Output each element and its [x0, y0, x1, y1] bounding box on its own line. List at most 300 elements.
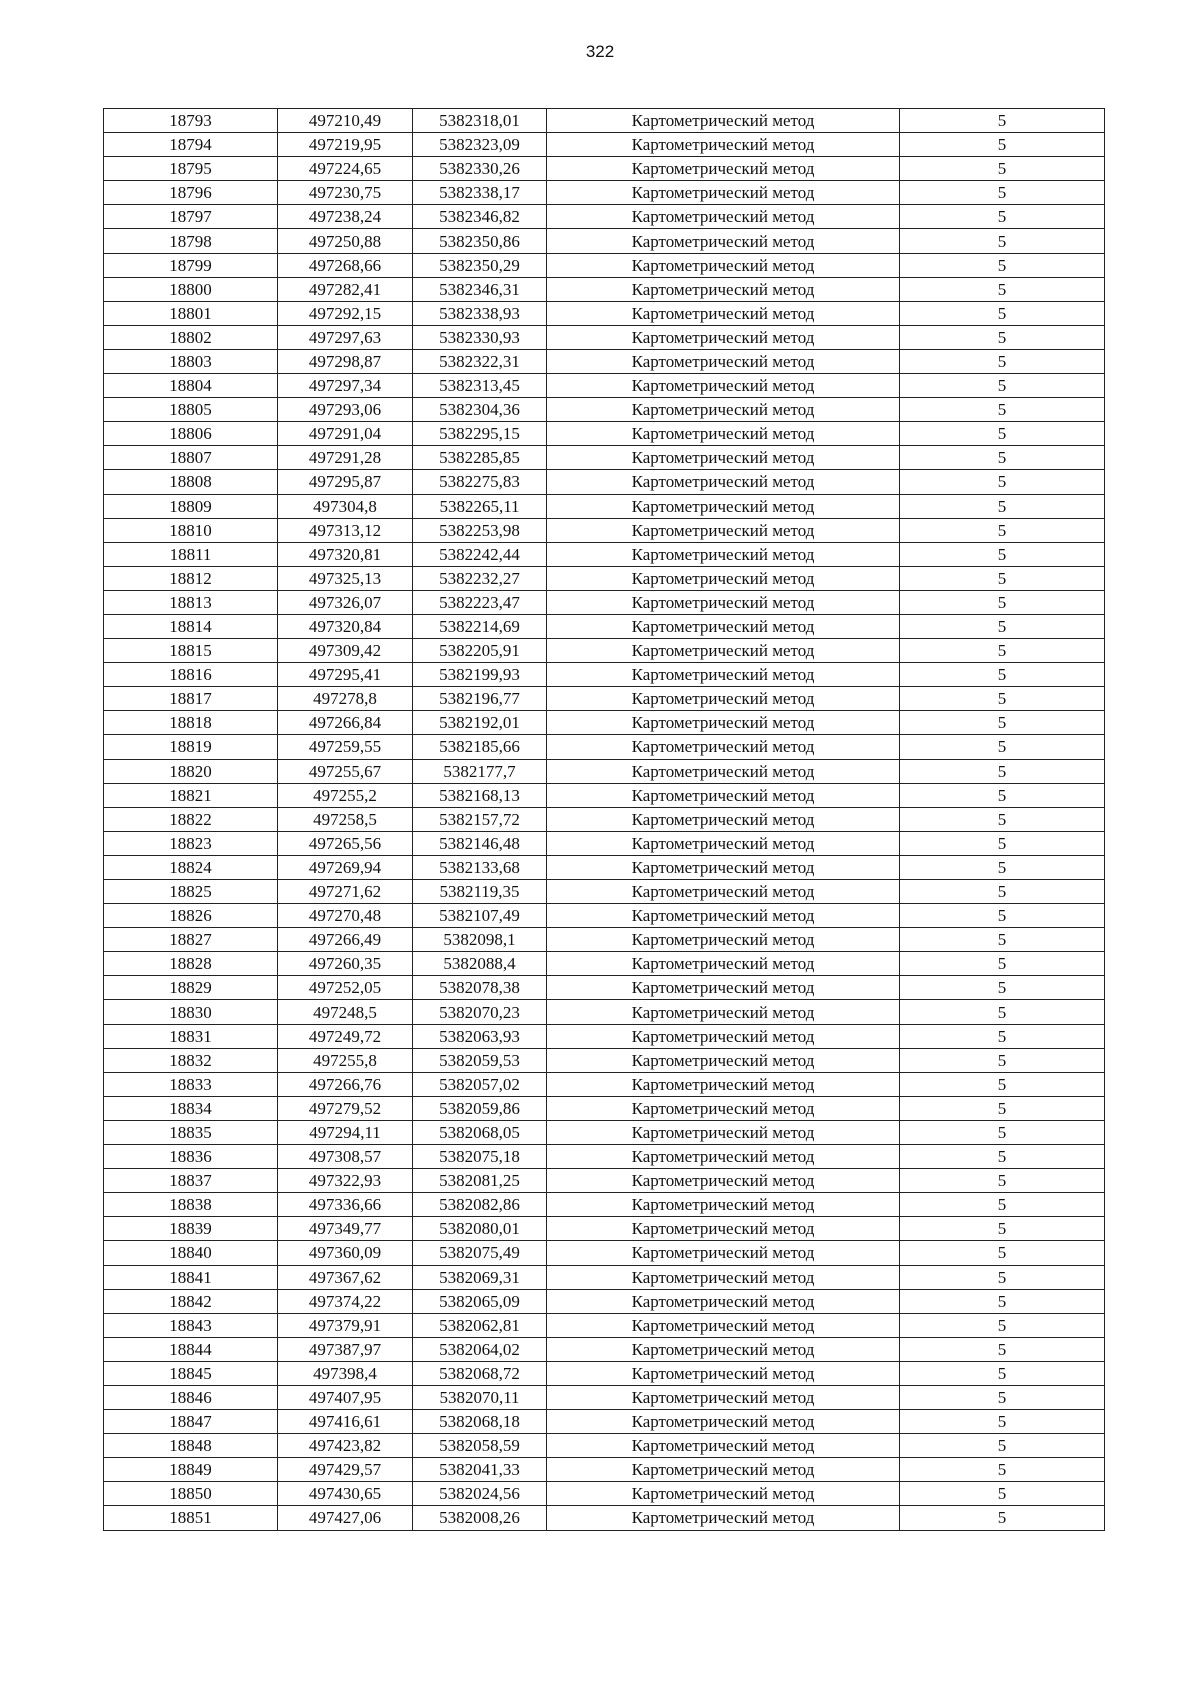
- y-coordinate-cell: 5382242,44: [413, 542, 547, 566]
- point-number-cell: 18843: [104, 1313, 278, 1337]
- y-coordinate-cell: 5382064,02: [413, 1337, 547, 1361]
- point-number-cell: 18826: [104, 904, 278, 928]
- accuracy-cell: 5: [900, 1458, 1105, 1482]
- point-number-cell: 18837: [104, 1169, 278, 1193]
- table-row: [104, 614, 1105, 638]
- point-number-cell: 18829: [104, 976, 278, 1000]
- method-cell: Картометрический метод: [547, 759, 900, 783]
- y-coordinate-cell: 5382338,17: [413, 181, 547, 205]
- accuracy-cell: 5: [900, 1048, 1105, 1072]
- y-coordinate-cell: 5382295,15: [413, 422, 547, 446]
- method-cell: Картометрический метод: [547, 374, 900, 398]
- accuracy-cell: 5: [900, 205, 1105, 229]
- accuracy-cell: 5: [900, 855, 1105, 879]
- point-number-cell: 18804: [104, 374, 278, 398]
- accuracy-cell: 5: [900, 1169, 1105, 1193]
- table-row: [104, 1289, 1105, 1313]
- point-number-cell: 18833: [104, 1072, 278, 1096]
- y-coordinate-cell: 5382205,91: [413, 639, 547, 663]
- table-row: [104, 711, 1105, 735]
- x-coordinate-cell: 497266,84: [278, 711, 413, 735]
- x-coordinate-cell: 497255,8: [278, 1048, 413, 1072]
- table-row: [104, 1434, 1105, 1458]
- accuracy-cell: 5: [900, 1434, 1105, 1458]
- table-row: [104, 109, 1105, 133]
- x-coordinate-cell: 497271,62: [278, 880, 413, 904]
- y-coordinate-cell: 5382199,93: [413, 663, 547, 687]
- y-coordinate-cell: 5382098,1: [413, 928, 547, 952]
- method-cell: Картометрический метод: [547, 398, 900, 422]
- method-cell: Картометрический метод: [547, 301, 900, 325]
- accuracy-cell: 5: [900, 590, 1105, 614]
- table-row: [104, 277, 1105, 301]
- method-cell: Картометрический метод: [547, 1241, 900, 1265]
- x-coordinate-cell: 497416,61: [278, 1410, 413, 1434]
- x-coordinate-cell: 497387,97: [278, 1337, 413, 1361]
- x-coordinate-cell: 497427,06: [278, 1506, 413, 1530]
- y-coordinate-cell: 5382075,18: [413, 1145, 547, 1169]
- x-coordinate-cell: 497252,05: [278, 976, 413, 1000]
- point-number-cell: 18794: [104, 133, 278, 157]
- y-coordinate-cell: 5382350,86: [413, 229, 547, 253]
- y-coordinate-cell: 5382177,7: [413, 759, 547, 783]
- method-cell: Картометрический метод: [547, 1048, 900, 1072]
- x-coordinate-cell: 497266,49: [278, 928, 413, 952]
- point-number-cell: 18841: [104, 1265, 278, 1289]
- table-row: [104, 1193, 1105, 1217]
- method-cell: Картометрический метод: [547, 1169, 900, 1193]
- method-cell: Картометрический метод: [547, 470, 900, 494]
- x-coordinate-cell: 497336,66: [278, 1193, 413, 1217]
- method-cell: Картометрический метод: [547, 590, 900, 614]
- accuracy-cell: 5: [900, 133, 1105, 157]
- table-row: [104, 663, 1105, 687]
- method-cell: Картометрический метод: [547, 205, 900, 229]
- method-cell: Картометрический метод: [547, 277, 900, 301]
- accuracy-cell: 5: [900, 759, 1105, 783]
- point-number-cell: 18827: [104, 928, 278, 952]
- y-coordinate-cell: 5382081,25: [413, 1169, 547, 1193]
- method-cell: Картометрический метод: [547, 542, 900, 566]
- point-number-cell: 18831: [104, 1024, 278, 1048]
- method-cell: Картометрический метод: [547, 253, 900, 277]
- method-cell: Картометрический метод: [547, 1410, 900, 1434]
- method-cell: Картометрический метод: [547, 1482, 900, 1506]
- method-cell: Картометрический метод: [547, 880, 900, 904]
- table-row: [104, 1265, 1105, 1289]
- accuracy-cell: 5: [900, 735, 1105, 759]
- coordinates-table: [103, 108, 1105, 1531]
- y-coordinate-cell: 5382232,27: [413, 566, 547, 590]
- table-row: [104, 446, 1105, 470]
- table-row: [104, 687, 1105, 711]
- point-number-cell: 18819: [104, 735, 278, 759]
- x-coordinate-cell: 497294,11: [278, 1120, 413, 1144]
- method-cell: Картометрический метод: [547, 904, 900, 928]
- y-coordinate-cell: 5382168,13: [413, 783, 547, 807]
- x-coordinate-cell: 497269,94: [278, 855, 413, 879]
- y-coordinate-cell: 5382068,18: [413, 1410, 547, 1434]
- y-coordinate-cell: 5382318,01: [413, 109, 547, 133]
- accuracy-cell: 5: [900, 1313, 1105, 1337]
- point-number-cell: 18796: [104, 181, 278, 205]
- accuracy-cell: 5: [900, 1072, 1105, 1096]
- x-coordinate-cell: 497260,35: [278, 952, 413, 976]
- x-coordinate-cell: 497279,52: [278, 1096, 413, 1120]
- point-number-cell: 18809: [104, 494, 278, 518]
- y-coordinate-cell: 5382214,69: [413, 614, 547, 638]
- table-row: [104, 1000, 1105, 1024]
- table-row: [104, 1169, 1105, 1193]
- point-number-cell: 18836: [104, 1145, 278, 1169]
- method-cell: Картометрический метод: [547, 1313, 900, 1337]
- point-number-cell: 18810: [104, 518, 278, 542]
- table-row: [104, 1482, 1105, 1506]
- x-coordinate-cell: 497270,48: [278, 904, 413, 928]
- table-row: [104, 1410, 1105, 1434]
- y-coordinate-cell: 5382059,86: [413, 1096, 547, 1120]
- point-number-cell: 18812: [104, 566, 278, 590]
- accuracy-cell: 5: [900, 904, 1105, 928]
- accuracy-cell: 5: [900, 783, 1105, 807]
- y-coordinate-cell: 5382157,72: [413, 807, 547, 831]
- point-number-cell: 18815: [104, 639, 278, 663]
- table-row: [104, 1385, 1105, 1409]
- point-number-cell: 18800: [104, 277, 278, 301]
- accuracy-cell: 5: [900, 687, 1105, 711]
- point-number-cell: 18847: [104, 1410, 278, 1434]
- table-row: [104, 952, 1105, 976]
- x-coordinate-cell: 497429,57: [278, 1458, 413, 1482]
- table-row: [104, 783, 1105, 807]
- accuracy-cell: 5: [900, 1193, 1105, 1217]
- point-number-cell: 18820: [104, 759, 278, 783]
- accuracy-cell: 5: [900, 398, 1105, 422]
- method-cell: Картометрический метод: [547, 1145, 900, 1169]
- point-number-cell: 18805: [104, 398, 278, 422]
- x-coordinate-cell: 497320,84: [278, 614, 413, 638]
- method-cell: Картометрический метод: [547, 1289, 900, 1313]
- accuracy-cell: 5: [900, 542, 1105, 566]
- table-row: [104, 1337, 1105, 1361]
- y-coordinate-cell: 5382107,49: [413, 904, 547, 928]
- point-number-cell: 18828: [104, 952, 278, 976]
- x-coordinate-cell: 497230,75: [278, 181, 413, 205]
- x-coordinate-cell: 497266,76: [278, 1072, 413, 1096]
- method-cell: Картометрический метод: [547, 783, 900, 807]
- x-coordinate-cell: 497250,88: [278, 229, 413, 253]
- accuracy-cell: 5: [900, 1120, 1105, 1144]
- method-cell: Картометрический метод: [547, 976, 900, 1000]
- accuracy-cell: 5: [900, 1337, 1105, 1361]
- y-coordinate-cell: 5382041,33: [413, 1458, 547, 1482]
- method-cell: Картометрический метод: [547, 1385, 900, 1409]
- y-coordinate-cell: 5382285,85: [413, 446, 547, 470]
- method-cell: Картометрический метод: [547, 1217, 900, 1241]
- accuracy-cell: 5: [900, 614, 1105, 638]
- x-coordinate-cell: 497407,95: [278, 1385, 413, 1409]
- accuracy-cell: 5: [900, 1289, 1105, 1313]
- accuracy-cell: 5: [900, 831, 1105, 855]
- y-coordinate-cell: 5382253,98: [413, 518, 547, 542]
- accuracy-cell: 5: [900, 494, 1105, 518]
- coordinates-table-body: [104, 109, 1105, 1531]
- y-coordinate-cell: 5382346,31: [413, 277, 547, 301]
- method-cell: Картометрический метод: [547, 157, 900, 181]
- x-coordinate-cell: 497374,22: [278, 1289, 413, 1313]
- y-coordinate-cell: 5382068,72: [413, 1361, 547, 1385]
- x-coordinate-cell: 497298,87: [278, 349, 413, 373]
- x-coordinate-cell: 497309,42: [278, 639, 413, 663]
- method-cell: Картометрический метод: [547, 1337, 900, 1361]
- accuracy-cell: 5: [900, 976, 1105, 1000]
- accuracy-cell: 5: [900, 1265, 1105, 1289]
- table-row: [104, 398, 1105, 422]
- point-number-cell: 18825: [104, 880, 278, 904]
- x-coordinate-cell: 497320,81: [278, 542, 413, 566]
- table-row: [104, 325, 1105, 349]
- table-row: [104, 253, 1105, 277]
- table-row: [104, 880, 1105, 904]
- y-coordinate-cell: 5382082,86: [413, 1193, 547, 1217]
- point-number-cell: 18814: [104, 614, 278, 638]
- x-coordinate-cell: 497291,28: [278, 446, 413, 470]
- point-number-cell: 18844: [104, 1337, 278, 1361]
- point-number-cell: 18822: [104, 807, 278, 831]
- method-cell: Картометрический метод: [547, 831, 900, 855]
- accuracy-cell: 5: [900, 518, 1105, 542]
- y-coordinate-cell: 5382058,59: [413, 1434, 547, 1458]
- point-number-cell: 18824: [104, 855, 278, 879]
- point-number-cell: 18835: [104, 1120, 278, 1144]
- table-row: [104, 1217, 1105, 1241]
- method-cell: Картометрический метод: [547, 1506, 900, 1530]
- accuracy-cell: 5: [900, 277, 1105, 301]
- y-coordinate-cell: 5382313,45: [413, 374, 547, 398]
- accuracy-cell: 5: [900, 1385, 1105, 1409]
- table-row: [104, 928, 1105, 952]
- x-coordinate-cell: 497297,34: [278, 374, 413, 398]
- y-coordinate-cell: 5382223,47: [413, 590, 547, 614]
- y-coordinate-cell: 5382069,31: [413, 1265, 547, 1289]
- table-row: [104, 855, 1105, 879]
- accuracy-cell: 5: [900, 711, 1105, 735]
- point-number-cell: 18813: [104, 590, 278, 614]
- x-coordinate-cell: 497238,24: [278, 205, 413, 229]
- method-cell: Картометрический метод: [547, 1193, 900, 1217]
- table-row: [104, 1048, 1105, 1072]
- method-cell: Картометрический метод: [547, 855, 900, 879]
- point-number-cell: 18839: [104, 1217, 278, 1241]
- method-cell: Картометрический метод: [547, 518, 900, 542]
- y-coordinate-cell: 5382338,93: [413, 301, 547, 325]
- y-coordinate-cell: 5382265,11: [413, 494, 547, 518]
- method-cell: Картометрический метод: [547, 325, 900, 349]
- table-row: [104, 494, 1105, 518]
- point-number-cell: 18832: [104, 1048, 278, 1072]
- accuracy-cell: 5: [900, 253, 1105, 277]
- y-coordinate-cell: 5382185,66: [413, 735, 547, 759]
- accuracy-cell: 5: [900, 639, 1105, 663]
- x-coordinate-cell: 497255,67: [278, 759, 413, 783]
- y-coordinate-cell: 5382068,05: [413, 1120, 547, 1144]
- point-number-cell: 18793: [104, 109, 278, 133]
- method-cell: Картометрический метод: [547, 1361, 900, 1385]
- point-number-cell: 18803: [104, 349, 278, 373]
- point-number-cell: 18823: [104, 831, 278, 855]
- method-cell: Картометрический метод: [547, 181, 900, 205]
- x-coordinate-cell: 497304,8: [278, 494, 413, 518]
- accuracy-cell: 5: [900, 1482, 1105, 1506]
- method-cell: Картометрический метод: [547, 1434, 900, 1458]
- accuracy-cell: 5: [900, 374, 1105, 398]
- method-cell: Картометрический метод: [547, 807, 900, 831]
- point-number-cell: 18818: [104, 711, 278, 735]
- accuracy-cell: 5: [900, 325, 1105, 349]
- table-row: [104, 807, 1105, 831]
- point-number-cell: 18801: [104, 301, 278, 325]
- accuracy-cell: 5: [900, 181, 1105, 205]
- point-number-cell: 18849: [104, 1458, 278, 1482]
- x-coordinate-cell: 497292,15: [278, 301, 413, 325]
- method-cell: Картометрический метод: [547, 229, 900, 253]
- method-cell: Картометрический метод: [547, 1000, 900, 1024]
- y-coordinate-cell: 5382330,93: [413, 325, 547, 349]
- point-number-cell: 18830: [104, 1000, 278, 1024]
- y-coordinate-cell: 5382059,53: [413, 1048, 547, 1072]
- method-cell: Картометрический метод: [547, 494, 900, 518]
- x-coordinate-cell: 497278,8: [278, 687, 413, 711]
- point-number-cell: 18802: [104, 325, 278, 349]
- point-number-cell: 18848: [104, 1434, 278, 1458]
- table-row: [104, 1458, 1105, 1482]
- x-coordinate-cell: 497308,57: [278, 1145, 413, 1169]
- y-coordinate-cell: 5382304,36: [413, 398, 547, 422]
- accuracy-cell: 5: [900, 422, 1105, 446]
- accuracy-cell: 5: [900, 1506, 1105, 1530]
- table-row: [104, 374, 1105, 398]
- table-row: [104, 1120, 1105, 1144]
- method-cell: Картометрический метод: [547, 952, 900, 976]
- accuracy-cell: 5: [900, 109, 1105, 133]
- x-coordinate-cell: 497268,66: [278, 253, 413, 277]
- method-cell: Картометрический метод: [547, 1265, 900, 1289]
- method-cell: Картометрический метод: [547, 614, 900, 638]
- table-row: [104, 1313, 1105, 1337]
- point-number-cell: 18846: [104, 1385, 278, 1409]
- point-number-cell: 18817: [104, 687, 278, 711]
- accuracy-cell: 5: [900, 349, 1105, 373]
- x-coordinate-cell: 497282,41: [278, 277, 413, 301]
- x-coordinate-cell: 497224,65: [278, 157, 413, 181]
- y-coordinate-cell: 5382323,09: [413, 133, 547, 157]
- method-cell: Картометрический метод: [547, 566, 900, 590]
- accuracy-cell: 5: [900, 566, 1105, 590]
- method-cell: Картометрический метод: [547, 639, 900, 663]
- point-number-cell: 18850: [104, 1482, 278, 1506]
- table-row: [104, 349, 1105, 373]
- x-coordinate-cell: 497295,41: [278, 663, 413, 687]
- point-number-cell: 18797: [104, 205, 278, 229]
- method-cell: Картометрический метод: [547, 928, 900, 952]
- y-coordinate-cell: 5382119,35: [413, 880, 547, 904]
- table-row: [104, 759, 1105, 783]
- point-number-cell: 18811: [104, 542, 278, 566]
- accuracy-cell: 5: [900, 1000, 1105, 1024]
- table-row: [104, 205, 1105, 229]
- x-coordinate-cell: 497360,09: [278, 1241, 413, 1265]
- y-coordinate-cell: 5382070,23: [413, 1000, 547, 1024]
- page-number: 322: [585, 42, 615, 61]
- point-number-cell: 18806: [104, 422, 278, 446]
- method-cell: Картометрический метод: [547, 349, 900, 373]
- x-coordinate-cell: 497322,93: [278, 1169, 413, 1193]
- accuracy-cell: 5: [900, 229, 1105, 253]
- table-row: [104, 1096, 1105, 1120]
- method-cell: Картометрический метод: [547, 109, 900, 133]
- table-row: [104, 735, 1105, 759]
- x-coordinate-cell: 497258,5: [278, 807, 413, 831]
- y-coordinate-cell: 5382024,56: [413, 1482, 547, 1506]
- table-row: [104, 518, 1105, 542]
- y-coordinate-cell: 5382008,26: [413, 1506, 547, 1530]
- y-coordinate-cell: 5382075,49: [413, 1241, 547, 1265]
- y-coordinate-cell: 5382346,82: [413, 205, 547, 229]
- table-row: [104, 1241, 1105, 1265]
- x-coordinate-cell: 497430,65: [278, 1482, 413, 1506]
- y-coordinate-cell: 5382133,68: [413, 855, 547, 879]
- x-coordinate-cell: 497325,13: [278, 566, 413, 590]
- y-coordinate-cell: 5382350,29: [413, 253, 547, 277]
- accuracy-cell: 5: [900, 1217, 1105, 1241]
- table-row: [104, 590, 1105, 614]
- point-number-cell: 18845: [104, 1361, 278, 1385]
- accuracy-cell: 5: [900, 663, 1105, 687]
- table-row: [104, 1145, 1105, 1169]
- method-cell: Картометрический метод: [547, 1096, 900, 1120]
- method-cell: Картометрический метод: [547, 711, 900, 735]
- x-coordinate-cell: 497293,06: [278, 398, 413, 422]
- x-coordinate-cell: 497349,77: [278, 1217, 413, 1241]
- point-number-cell: 18840: [104, 1241, 278, 1265]
- point-number-cell: 18807: [104, 446, 278, 470]
- accuracy-cell: 5: [900, 157, 1105, 181]
- accuracy-cell: 5: [900, 1410, 1105, 1434]
- x-coordinate-cell: 497379,91: [278, 1313, 413, 1337]
- y-coordinate-cell: 5382330,26: [413, 157, 547, 181]
- accuracy-cell: 5: [900, 1024, 1105, 1048]
- y-coordinate-cell: 5382057,02: [413, 1072, 547, 1096]
- method-cell: Картометрический метод: [547, 1072, 900, 1096]
- point-number-cell: 18816: [104, 663, 278, 687]
- table-row: [104, 229, 1105, 253]
- table-row: [104, 157, 1105, 181]
- point-number-cell: 18808: [104, 470, 278, 494]
- x-coordinate-cell: 497313,12: [278, 518, 413, 542]
- accuracy-cell: 5: [900, 1361, 1105, 1385]
- method-cell: Картометрический метод: [547, 1120, 900, 1144]
- table-row: [104, 1506, 1105, 1530]
- point-number-cell: 18795: [104, 157, 278, 181]
- point-number-cell: 18842: [104, 1289, 278, 1313]
- accuracy-cell: 5: [900, 1145, 1105, 1169]
- y-coordinate-cell: 5382146,48: [413, 831, 547, 855]
- method-cell: Картометрический метод: [547, 1458, 900, 1482]
- method-cell: Картометрический метод: [547, 663, 900, 687]
- x-coordinate-cell: 497398,4: [278, 1361, 413, 1385]
- table-row: [104, 181, 1105, 205]
- x-coordinate-cell: 497367,62: [278, 1265, 413, 1289]
